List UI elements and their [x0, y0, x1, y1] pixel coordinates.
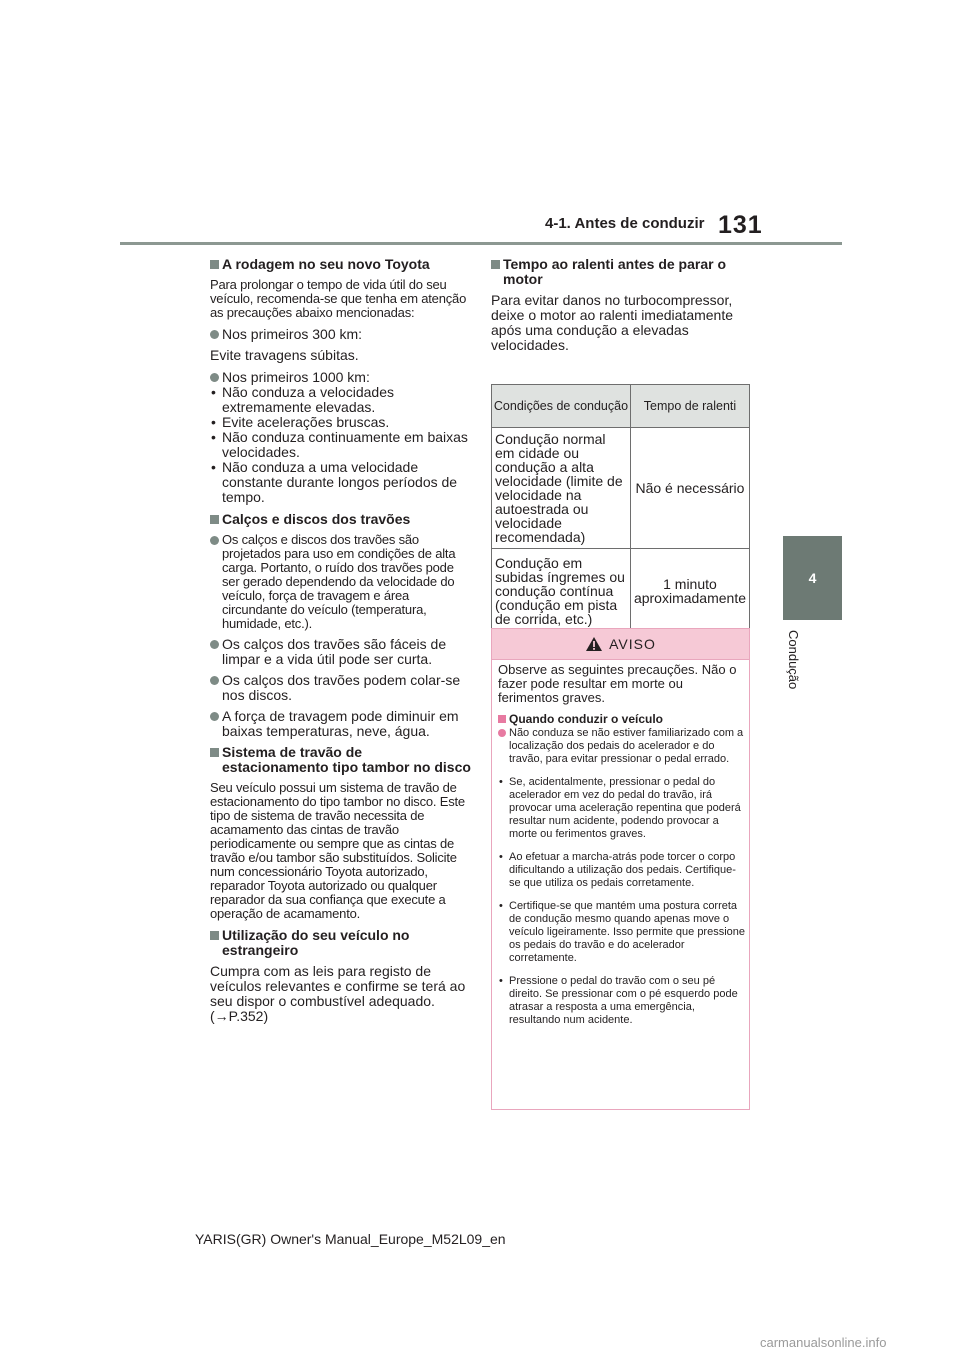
- bullet-dot-icon: [210, 712, 219, 721]
- section-marker-icon: [491, 260, 500, 269]
- bullet-dot-icon: [210, 640, 219, 649]
- section-heading: Calços e discos dos travões: [210, 512, 471, 527]
- bullet-dot-icon: [498, 729, 506, 737]
- sub-item: • Não conduza a velocidades extremamente elevadas.: [211, 384, 395, 415]
- warning-item: • Se, acidentalmente, pressionar o pedal do acelerador em vez do pedal do travão, irá provocar uma aceleração repentina que poderá resultar num acidente, podendo provocar a morte ou ferimentos graves.: [499, 776, 741, 840]
- bullet-item: Os calços dos travões são fáceis de limpar e a vida útil pode ser curta.: [210, 637, 471, 667]
- section-heading: Utilização do seu veículo no estrangeiro: [210, 928, 471, 958]
- chapter-number: 4: [808, 570, 817, 586]
- paragraph: Cumpra com as leis para registo de veículos relevantes e confirme se terá ao seu dispor o combustível adequado.(→P.352): [210, 963, 466, 1024]
- sub-list: [210, 385, 471, 505]
- table-header-cell: Condições de condução: [492, 385, 631, 428]
- bullet-dot-icon: [210, 373, 219, 382]
- bullet-item: Os calços dos travões podem colar-se nos discos.: [210, 673, 471, 703]
- warning-item: • Pressione o pedal do travão com o seu pé direito. Se pressionar com o pé esquerdo pode atrasar a resposta a uma emergência, resultando num acidente.: [499, 975, 738, 1026]
- chapter-tab[interactable]: [783, 536, 842, 620]
- bullet-dot-icon: [210, 536, 219, 545]
- section-marker-icon: [210, 515, 219, 524]
- section-marker-icon: [498, 715, 506, 723]
- section-marker-icon: [210, 260, 219, 269]
- page-number: 131: [718, 211, 763, 239]
- section-heading: Sistema de travão de estacionamento tipo tambor no disco: [210, 745, 471, 775]
- bullet-item: Nos primeiros 1000 km:: [210, 370, 471, 385]
- warning-item: • Ao efetuar a marcha-atrás pode torcer o corpo dificultando a utilização dos pedais. Certifique-se que utiliza os pedais corretamente.: [499, 851, 736, 889]
- bullet-item: Nos primeiros 300 km:: [210, 327, 471, 342]
- table-cell: Não é necessário: [630, 428, 749, 549]
- bullet-dot-icon: [210, 330, 219, 339]
- table-cell: 1 minuto aproximadamente: [630, 549, 749, 633]
- warning-bullet: Não conduza se não estiver familiarizado com a localização dos pedais do acelerador e do travão, para evitar pressionar o pedal errado.: [498, 727, 745, 766]
- table-row: [492, 549, 750, 633]
- warning-item: • Certifique-se que mantém uma postura correta de condução mesmo quando apenas move o veículo ligeiramente. Isso permite que pressione os pedais do travão e do acelerador corretamente.: [499, 900, 746, 964]
- header-rule: [120, 242, 842, 245]
- table-header-cell: Tempo de ralenti: [630, 385, 749, 428]
- idle-time-table: [491, 384, 750, 633]
- footer-text: YARIS(GR) Owner's Manual_Europe_M52L09_en: [195, 1231, 506, 1247]
- right-column: [491, 257, 750, 360]
- warning-title: AVISO: [609, 636, 656, 652]
- table-cell: Condução normal em cidade ou condução a alta velocidade (limite de velocidade na autoestrada ou velocidade recomendada): [492, 428, 631, 549]
- bullet-dot-icon: [210, 676, 219, 685]
- sub-item: • Não conduza continuamente em baixas velocidades.: [211, 429, 468, 460]
- paragraph: Para prolongar o tempo de vida útil do seu veículo, recomenda-se que tenha em atenção as precauções abaixo mencionadas:: [210, 277, 467, 320]
- section-marker-icon: [210, 931, 219, 940]
- section-marker-icon: [210, 748, 219, 757]
- bullet-item: A força de travagem pode diminuir em baixas temperaturas, neve, água.: [210, 709, 471, 739]
- watermark[interactable]: carmanualsonline.info: [760, 1335, 887, 1350]
- chapter-label: Condução: [786, 630, 801, 690]
- sub-item: • Não conduza a uma velocidade constante durante longos períodos de tempo.: [211, 459, 458, 505]
- section-heading: Tempo ao ralenti antes de parar o motor: [491, 257, 750, 287]
- left-column: [210, 257, 471, 1031]
- section-heading: A rodagem no seu novo Toyota: [210, 257, 471, 272]
- warning-body: [498, 663, 745, 1037]
- paragraph: Seu veículo possui um sistema de travão de estacionamento do tipo tambor no disco. Este tipo de sistema de travão necessita de acamamento das cintas de travão periodicamente ou sempre que as cintas de travão e/ou tambor são substituídos. Solicite num concessionário Toyota autorizado, reparador Toyota autorizado ou qualquer reparador da sua confiança que execute a operação de acamamento.: [210, 780, 465, 921]
- warning-header: [492, 629, 749, 660]
- sub-item: • Evite acelerações bruscas.: [211, 414, 390, 430]
- table-header-row: [492, 385, 750, 428]
- section-title: 4-1. Antes de conduzir: [545, 215, 705, 232]
- warning-intro: Observe as seguintes precauções. Não o fazer pode resultar em morte ou ferimentos graves.: [498, 662, 737, 705]
- paragraph: Evite travagens súbitas.: [210, 347, 359, 363]
- bullet-item: Os calços e discos dos travões são projetados para uso em condições de alta carga. Portanto, o ruído dos travões pode ser gerado dependendo da velocidade do veículo, força de travagem e área circundante do veículo (temperatura, humidade, etc.).: [210, 533, 471, 631]
- warning-section-heading: Quando conduzir o veículo: [498, 713, 745, 726]
- table-row: [492, 428, 750, 549]
- warning-triangle-icon: [585, 636, 603, 652]
- table-cell: Condução em subidas íngremes ou condução contínua (condução em pista de corrida, etc.): [492, 549, 631, 633]
- paragraph: Para evitar danos no turbocompressor, deixe o motor ao ralenti imediatamente após uma condução a elevadas velocidades.: [491, 292, 734, 353]
- warning-box: [491, 628, 750, 1110]
